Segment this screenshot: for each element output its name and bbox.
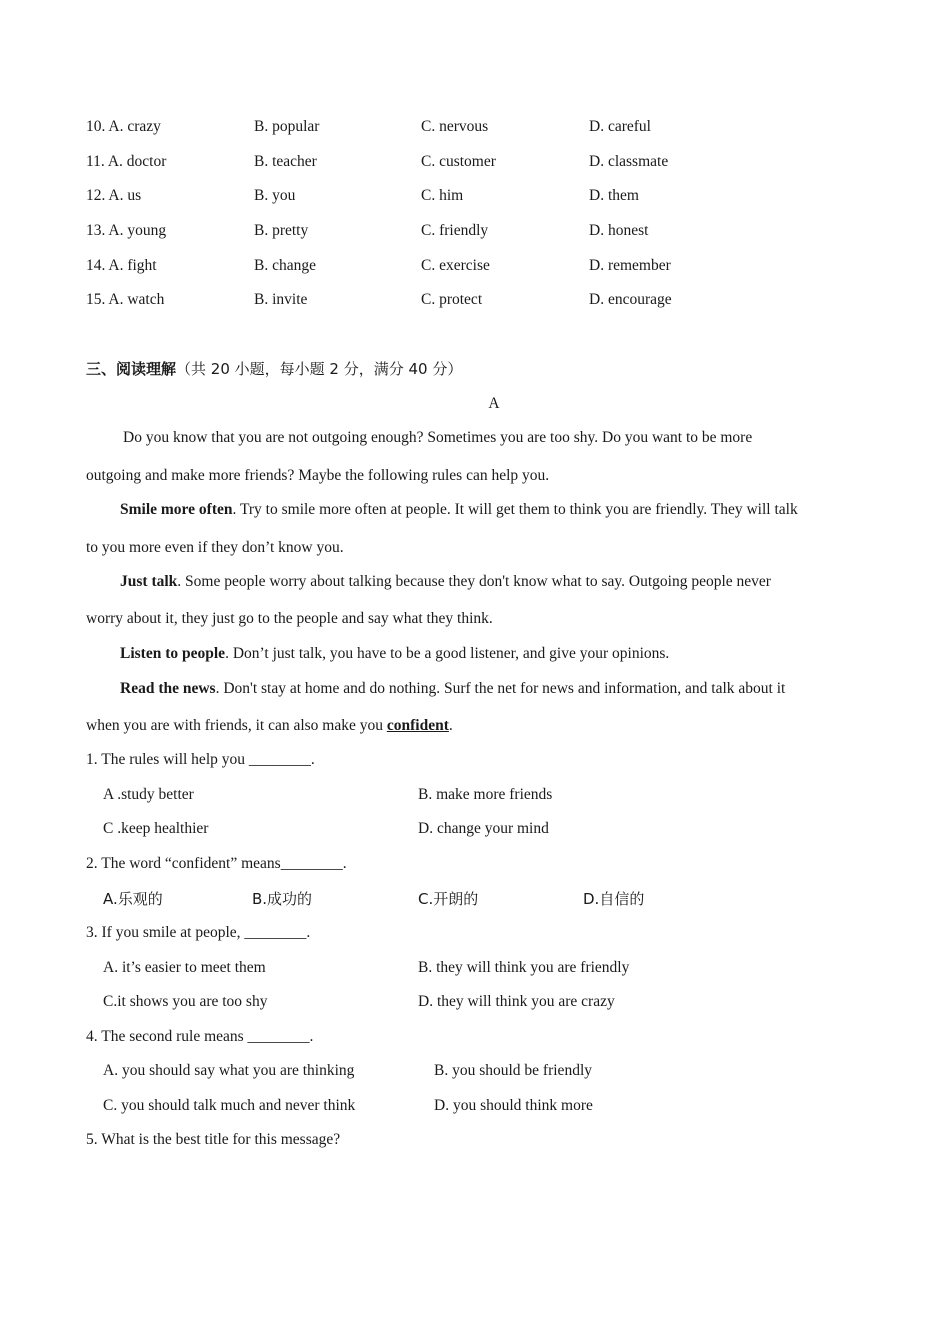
rule-news-line2 <box>86 716 453 736</box>
option-10b: B. popular <box>254 118 320 135</box>
option-12a: 12. A. us <box>86 187 142 204</box>
option-13d: D. honest <box>589 222 649 239</box>
question-2-option-d: D.自信的 <box>583 890 645 908</box>
rule-talk <box>120 572 771 592</box>
rule-talk-text: . Some people worry about talking because they don't know what to say. Outgoing people never <box>177 573 771 590</box>
option-14a: 14. A. fight <box>86 257 157 274</box>
question-5-stem: 5. What is the best title for this message? <box>86 1131 341 1148</box>
rule-smile-line2: to you more even if they don’t know you. <box>86 539 344 556</box>
question-3-option-a: A. it’s easier to meet them <box>103 959 266 976</box>
question-4-option-b: B. you should be friendly <box>434 1062 592 1079</box>
question-2-option-c: C.开朗的 <box>418 890 479 908</box>
option-10a: 10. A. crazy <box>86 118 161 135</box>
option-14b: B. change <box>254 257 316 274</box>
rule-talk-line2: worry about it, they just go to the people and say what they think. <box>86 610 493 627</box>
option-12b: B. you <box>254 187 296 204</box>
option-13c: C. friendly <box>421 222 489 239</box>
option-11d: D. classmate <box>589 153 669 170</box>
question-3-option-b: B. they will think you are friendly <box>418 959 630 976</box>
question-3-stem: 3. If you smile at people, ________. <box>86 924 311 941</box>
question-3-option-c: C.it shows you are too shy <box>103 993 268 1010</box>
rule-listen <box>120 644 669 664</box>
question-3-option-d: D. they will think you are crazy <box>418 993 615 1010</box>
rule-smile <box>120 500 798 520</box>
question-1-option-c: C .keep healthier <box>103 820 209 837</box>
option-15d: D. encourage <box>589 291 672 308</box>
option-12c: C. him <box>421 187 464 204</box>
section-heading <box>86 359 462 379</box>
keyword-confident: confident <box>386 717 449 734</box>
section-heading-rest: （共 20 小题，每小题 2 分，满分 40 分） <box>176 360 463 378</box>
rule-news-text: . Don't stay at home and do nothing. Surf the net for news and information, and talk about it <box>215 680 786 697</box>
question-1-option-b: B. make more friends <box>418 786 553 803</box>
option-15a: 15. A. watch <box>86 291 165 308</box>
question-4-option-d: D. you should think more <box>434 1097 593 1114</box>
option-15c: C. protect <box>421 291 483 308</box>
option-13b: B. pretty <box>254 222 309 239</box>
option-11c: C. customer <box>421 153 496 170</box>
question-1-option-d: D. change your mind <box>418 820 549 837</box>
option-14d: D. remember <box>589 257 671 274</box>
option-14c: C. exercise <box>421 257 490 274</box>
passage-intro-line1: Do you know that you are not outgoing enough? Sometimes you are too shy. Do you want to be more <box>123 429 753 446</box>
question-4-option-a: A. you should say what you are thinking <box>103 1062 355 1079</box>
section-heading-bold: 三、阅读理解 <box>86 360 177 378</box>
passage-intro-line2: outgoing and make more friends? Maybe the following rules can help you. <box>86 467 550 484</box>
rule-smile-title: Smile more often <box>120 501 233 518</box>
option-11b: B. teacher <box>254 153 317 170</box>
question-1-option-a: A .study better <box>103 786 194 803</box>
rule-news-line2-period: . <box>448 717 453 734</box>
rule-news-title: Read the news <box>120 680 216 697</box>
question-2-option-a: A.乐观的 <box>103 890 163 908</box>
option-12d: D. them <box>589 187 639 204</box>
option-15b: B. invite <box>254 291 308 308</box>
rule-listen-text: . Don’t just talk, you have to be a good listener, and give your opinions. <box>225 645 670 662</box>
rule-talk-title: Just talk <box>120 573 178 590</box>
question-2-stem: 2. The word “confident” means________. <box>86 855 347 872</box>
option-13a: 13. A. young <box>86 222 167 239</box>
option-11a: 11. A. doctor <box>86 153 167 170</box>
rule-smile-text: . Try to smile more often at people. It will get them to think you are friendly. They will talk <box>232 501 798 518</box>
question-4-option-c: C. you should talk much and never think <box>103 1097 356 1114</box>
passage-label: A <box>488 395 500 412</box>
question-1-stem: 1. The rules will help you ________. <box>86 751 315 768</box>
option-10d: D. careful <box>589 118 651 135</box>
question-4-stem: 4. The second rule means ________. <box>86 1028 314 1045</box>
rule-listen-title: Listen to people <box>120 645 226 662</box>
rule-news <box>120 679 785 699</box>
question-2-option-b: B.成功的 <box>252 890 313 908</box>
option-10c: C. nervous <box>421 118 489 135</box>
rule-news-line2-text: when you are with friends, it can also make you <box>86 717 387 734</box>
